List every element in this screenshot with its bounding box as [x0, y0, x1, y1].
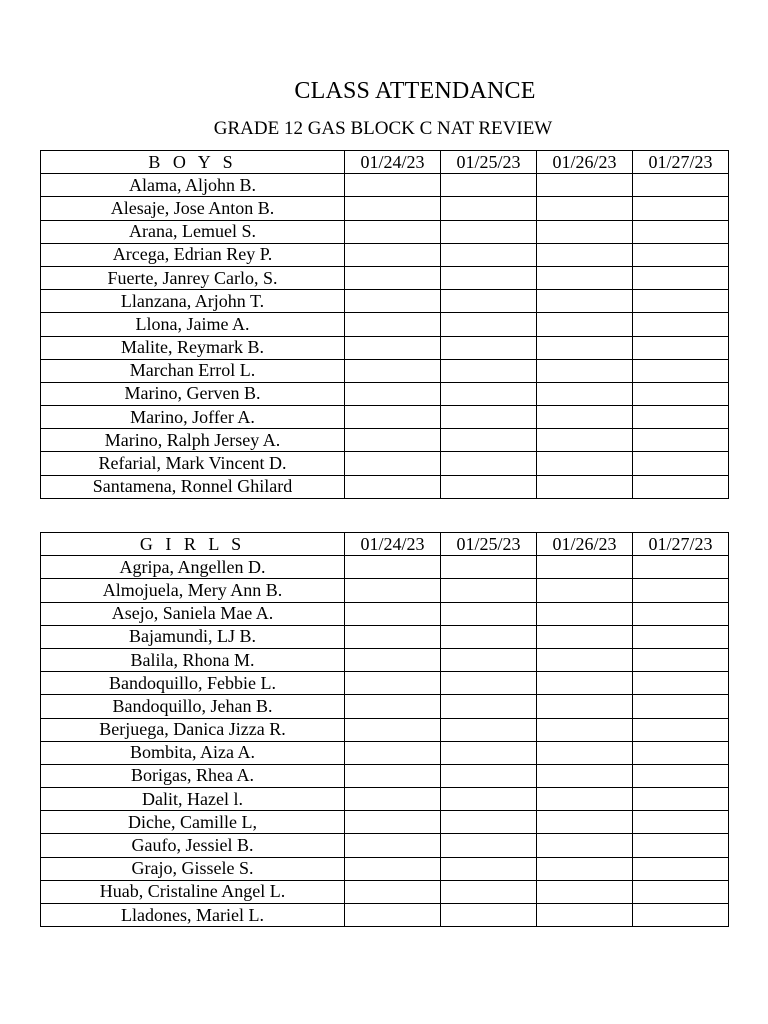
attendance-cell[interactable]	[345, 648, 441, 671]
table-row	[41, 718, 729, 741]
attendance-cell[interactable]	[441, 718, 537, 741]
attendance-cell[interactable]	[633, 556, 729, 579]
student-name: Bandoquillo, Febbie L.	[41, 672, 345, 695]
student-name: Bandoquillo, Jehan B.	[41, 695, 345, 718]
table-row	[41, 174, 729, 197]
attendance-cell[interactable]	[633, 243, 729, 266]
attendance-cell[interactable]	[441, 811, 537, 834]
attendance-cell[interactable]	[537, 834, 633, 857]
attendance-cell[interactable]	[537, 336, 633, 359]
table-row	[41, 625, 729, 648]
attendance-cell[interactable]	[633, 220, 729, 243]
table-row	[41, 857, 729, 880]
table-row	[41, 648, 729, 671]
attendance-cell[interactable]	[345, 880, 441, 903]
attendance-cell[interactable]	[633, 382, 729, 405]
attendance-cell[interactable]	[537, 672, 633, 695]
attendance-cell[interactable]	[441, 243, 537, 266]
attendance-cell[interactable]	[345, 764, 441, 787]
attendance-cell[interactable]	[633, 764, 729, 787]
attendance-cell[interactable]	[537, 579, 633, 602]
attendance-cell[interactable]	[345, 556, 441, 579]
attendance-cell[interactable]	[345, 672, 441, 695]
attendance-cell[interactable]	[441, 556, 537, 579]
attendance-cell[interactable]	[633, 695, 729, 718]
attendance-cell[interactable]	[633, 648, 729, 671]
student-name: Huab, Cristaline Angel L.	[41, 880, 345, 903]
attendance-cell[interactable]	[537, 904, 633, 927]
student-name: Alama, Aljohn B.	[41, 174, 345, 197]
boys-header-row	[41, 151, 729, 174]
student-name: Arana, Lemuel S.	[41, 220, 345, 243]
table-row	[41, 313, 729, 336]
table-row	[41, 672, 729, 695]
student-name: Berjuega, Danica Jizza R.	[41, 718, 345, 741]
attendance-cell[interactable]	[441, 788, 537, 811]
student-name: Marino, Gerven B.	[41, 382, 345, 405]
table-row	[41, 429, 729, 452]
attendance-cell[interactable]	[441, 880, 537, 903]
attendance-cell[interactable]	[633, 857, 729, 880]
attendance-cell[interactable]	[633, 834, 729, 857]
attendance-cell[interactable]	[345, 406, 441, 429]
attendance-cell[interactable]	[441, 406, 537, 429]
date-header: 01/24/23	[345, 151, 441, 174]
boys-rows	[41, 174, 729, 499]
attendance-cell[interactable]	[633, 904, 729, 927]
table-row	[41, 359, 729, 382]
attendance-cell[interactable]	[441, 475, 537, 498]
attendance-cell[interactable]	[345, 741, 441, 764]
girls-header: G I R L S	[41, 533, 345, 556]
attendance-cell[interactable]	[441, 452, 537, 475]
attendance-cell[interactable]	[441, 359, 537, 382]
attendance-cell[interactable]	[633, 672, 729, 695]
attendance-cell[interactable]	[345, 220, 441, 243]
attendance-cell[interactable]	[345, 579, 441, 602]
attendance-cell[interactable]	[345, 475, 441, 498]
attendance-cell[interactable]	[633, 313, 729, 336]
table-row	[41, 382, 729, 405]
attendance-cell[interactable]	[345, 429, 441, 452]
table-row	[41, 579, 729, 602]
table-row	[41, 406, 729, 429]
attendance-cell[interactable]	[633, 579, 729, 602]
table-row	[41, 197, 729, 220]
attendance-cell[interactable]	[633, 788, 729, 811]
table-row	[41, 834, 729, 857]
student-name: Santamena, Ronnel Ghilard	[41, 475, 345, 498]
attendance-cell[interactable]	[537, 718, 633, 741]
attendance-cell[interactable]	[537, 788, 633, 811]
date-header: 01/26/23	[537, 533, 633, 556]
attendance-cell[interactable]	[345, 290, 441, 313]
attendance-cell[interactable]	[345, 336, 441, 359]
attendance-cell[interactable]	[537, 266, 633, 289]
attendance-cell[interactable]	[537, 741, 633, 764]
girls-attendance-table	[40, 532, 729, 927]
attendance-cell[interactable]	[345, 359, 441, 382]
table-row	[41, 266, 729, 289]
attendance-cell[interactable]	[537, 452, 633, 475]
attendance-cell[interactable]	[441, 695, 537, 718]
student-name: Almojuela, Mery Ann B.	[41, 579, 345, 602]
student-name: Balila, Rhona M.	[41, 648, 345, 671]
page-subtitle: GRADE 12 GAS BLOCK C NAT REVIEW	[213, 118, 553, 139]
student-name: Alesaje, Jose Anton B.	[41, 197, 345, 220]
attendance-cell[interactable]	[633, 475, 729, 498]
attendance-cell[interactable]	[633, 625, 729, 648]
attendance-cell[interactable]	[537, 359, 633, 382]
student-name: Llanzana, Arjohn T.	[41, 290, 345, 313]
attendance-cell[interactable]	[633, 406, 729, 429]
attendance-cell[interactable]	[537, 602, 633, 625]
table-row	[41, 243, 729, 266]
attendance-cell[interactable]	[441, 602, 537, 625]
attendance-cell[interactable]	[537, 857, 633, 880]
attendance-cell[interactable]	[345, 266, 441, 289]
attendance-cell[interactable]	[441, 336, 537, 359]
boys-header: B O Y S	[41, 151, 345, 174]
attendance-cell[interactable]	[441, 197, 537, 220]
attendance-cell[interactable]	[537, 648, 633, 671]
attendance-cell[interactable]	[633, 602, 729, 625]
student-name: Marino, Joffer A.	[41, 406, 345, 429]
attendance-cell[interactable]	[441, 174, 537, 197]
table-row	[41, 764, 729, 787]
table-row	[41, 904, 729, 927]
attendance-cell[interactable]	[345, 788, 441, 811]
student-name: Marino, Ralph Jersey A.	[41, 429, 345, 452]
attendance-cell[interactable]	[345, 695, 441, 718]
attendance-cell[interactable]	[345, 197, 441, 220]
attendance-cell[interactable]	[345, 904, 441, 927]
student-name: Grajo, Gissele S.	[41, 857, 345, 880]
table-row	[41, 602, 729, 625]
attendance-cell[interactable]	[537, 174, 633, 197]
attendance-cell[interactable]	[345, 857, 441, 880]
attendance-cell[interactable]	[441, 313, 537, 336]
attendance-cell[interactable]	[441, 904, 537, 927]
attendance-cell[interactable]	[441, 857, 537, 880]
attendance-cell[interactable]	[345, 243, 441, 266]
student-name: Lladones, Mariel L.	[41, 904, 345, 927]
attendance-cell[interactable]	[537, 695, 633, 718]
attendance-cell[interactable]	[537, 625, 633, 648]
attendance-cell[interactable]	[633, 266, 729, 289]
boys-attendance-table	[40, 150, 729, 499]
attendance-cell[interactable]	[633, 197, 729, 220]
student-name: Asejo, Saniela Mae A.	[41, 602, 345, 625]
attendance-cell[interactable]	[537, 313, 633, 336]
student-name: Malite, Reymark B.	[41, 336, 345, 359]
student-name: Gaufo, Jessiel B.	[41, 834, 345, 857]
attendance-cell[interactable]	[441, 834, 537, 857]
attendance-cell[interactable]	[345, 625, 441, 648]
student-name: Marchan Errol L.	[41, 359, 345, 382]
table-row	[41, 336, 729, 359]
attendance-cell[interactable]	[537, 556, 633, 579]
student-name: Dalit, Hazel l.	[41, 788, 345, 811]
attendance-cell[interactable]	[441, 382, 537, 405]
attendance-cell[interactable]	[345, 382, 441, 405]
attendance-cell[interactable]	[345, 718, 441, 741]
attendance-cell[interactable]	[633, 880, 729, 903]
attendance-cell[interactable]	[441, 266, 537, 289]
attendance-cell[interactable]	[345, 452, 441, 475]
table-row	[41, 788, 729, 811]
attendance-cell[interactable]	[537, 475, 633, 498]
attendance-cell[interactable]	[537, 429, 633, 452]
attendance-cell[interactable]	[345, 811, 441, 834]
student-name: Arcega, Edrian Rey P.	[41, 243, 345, 266]
date-header: 01/26/23	[537, 151, 633, 174]
girls-header-row	[41, 533, 729, 556]
attendance-cell[interactable]	[441, 741, 537, 764]
student-name: Borigas, Rhea A.	[41, 764, 345, 787]
table-row	[41, 880, 729, 903]
date-header: 01/27/23	[633, 533, 729, 556]
student-name: Bombita, Aiza A.	[41, 741, 345, 764]
page-title: CLASS ATTENDANCE	[294, 78, 536, 104]
table-row	[41, 741, 729, 764]
attendance-cell[interactable]	[537, 764, 633, 787]
student-name: Refarial, Mark Vincent D.	[41, 452, 345, 475]
attendance-cell[interactable]	[441, 290, 537, 313]
attendance-cell[interactable]	[345, 174, 441, 197]
attendance-cell[interactable]	[441, 764, 537, 787]
attendance-cell[interactable]	[345, 313, 441, 336]
date-header: 01/25/23	[441, 151, 537, 174]
attendance-cell[interactable]	[345, 602, 441, 625]
attendance-cell[interactable]	[633, 336, 729, 359]
attendance-cell[interactable]	[441, 625, 537, 648]
attendance-cell[interactable]	[633, 452, 729, 475]
table-row	[41, 811, 729, 834]
attendance-cell[interactable]	[345, 834, 441, 857]
attendance-cell[interactable]	[537, 406, 633, 429]
attendance-cell[interactable]	[441, 648, 537, 671]
attendance-cell[interactable]	[633, 174, 729, 197]
attendance-cell[interactable]	[441, 579, 537, 602]
girls-rows	[41, 556, 729, 927]
attendance-cell[interactable]	[537, 880, 633, 903]
student-name: Agripa, Angellen D.	[41, 556, 345, 579]
table-row	[41, 475, 729, 498]
attendance-cell[interactable]	[537, 243, 633, 266]
student-name: Fuerte, Janrey Carlo, S.	[41, 266, 345, 289]
date-header: 01/27/23	[633, 151, 729, 174]
attendance-cell[interactable]	[633, 718, 729, 741]
attendance-cell[interactable]	[441, 429, 537, 452]
attendance-cell[interactable]	[537, 811, 633, 834]
attendance-cell[interactable]	[633, 290, 729, 313]
student-name: Bajamundi, LJ B.	[41, 625, 345, 648]
table-row	[41, 556, 729, 579]
date-header: 01/25/23	[441, 533, 537, 556]
attendance-cell[interactable]	[633, 359, 729, 382]
attendance-cell[interactable]	[633, 741, 729, 764]
attendance-cell[interactable]	[537, 197, 633, 220]
attendance-cell[interactable]	[633, 429, 729, 452]
table-row	[41, 452, 729, 475]
attendance-cell[interactable]	[537, 382, 633, 405]
attendance-cell[interactable]	[441, 220, 537, 243]
attendance-cell[interactable]	[441, 672, 537, 695]
attendance-cell[interactable]	[633, 811, 729, 834]
table-row	[41, 695, 729, 718]
table-row	[41, 220, 729, 243]
date-header: 01/24/23	[345, 533, 441, 556]
student-name: Diche, Camille L,	[41, 811, 345, 834]
attendance-cell[interactable]	[537, 220, 633, 243]
attendance-cell[interactable]	[537, 290, 633, 313]
student-name: Llona, Jaime A.	[41, 313, 345, 336]
table-row	[41, 290, 729, 313]
